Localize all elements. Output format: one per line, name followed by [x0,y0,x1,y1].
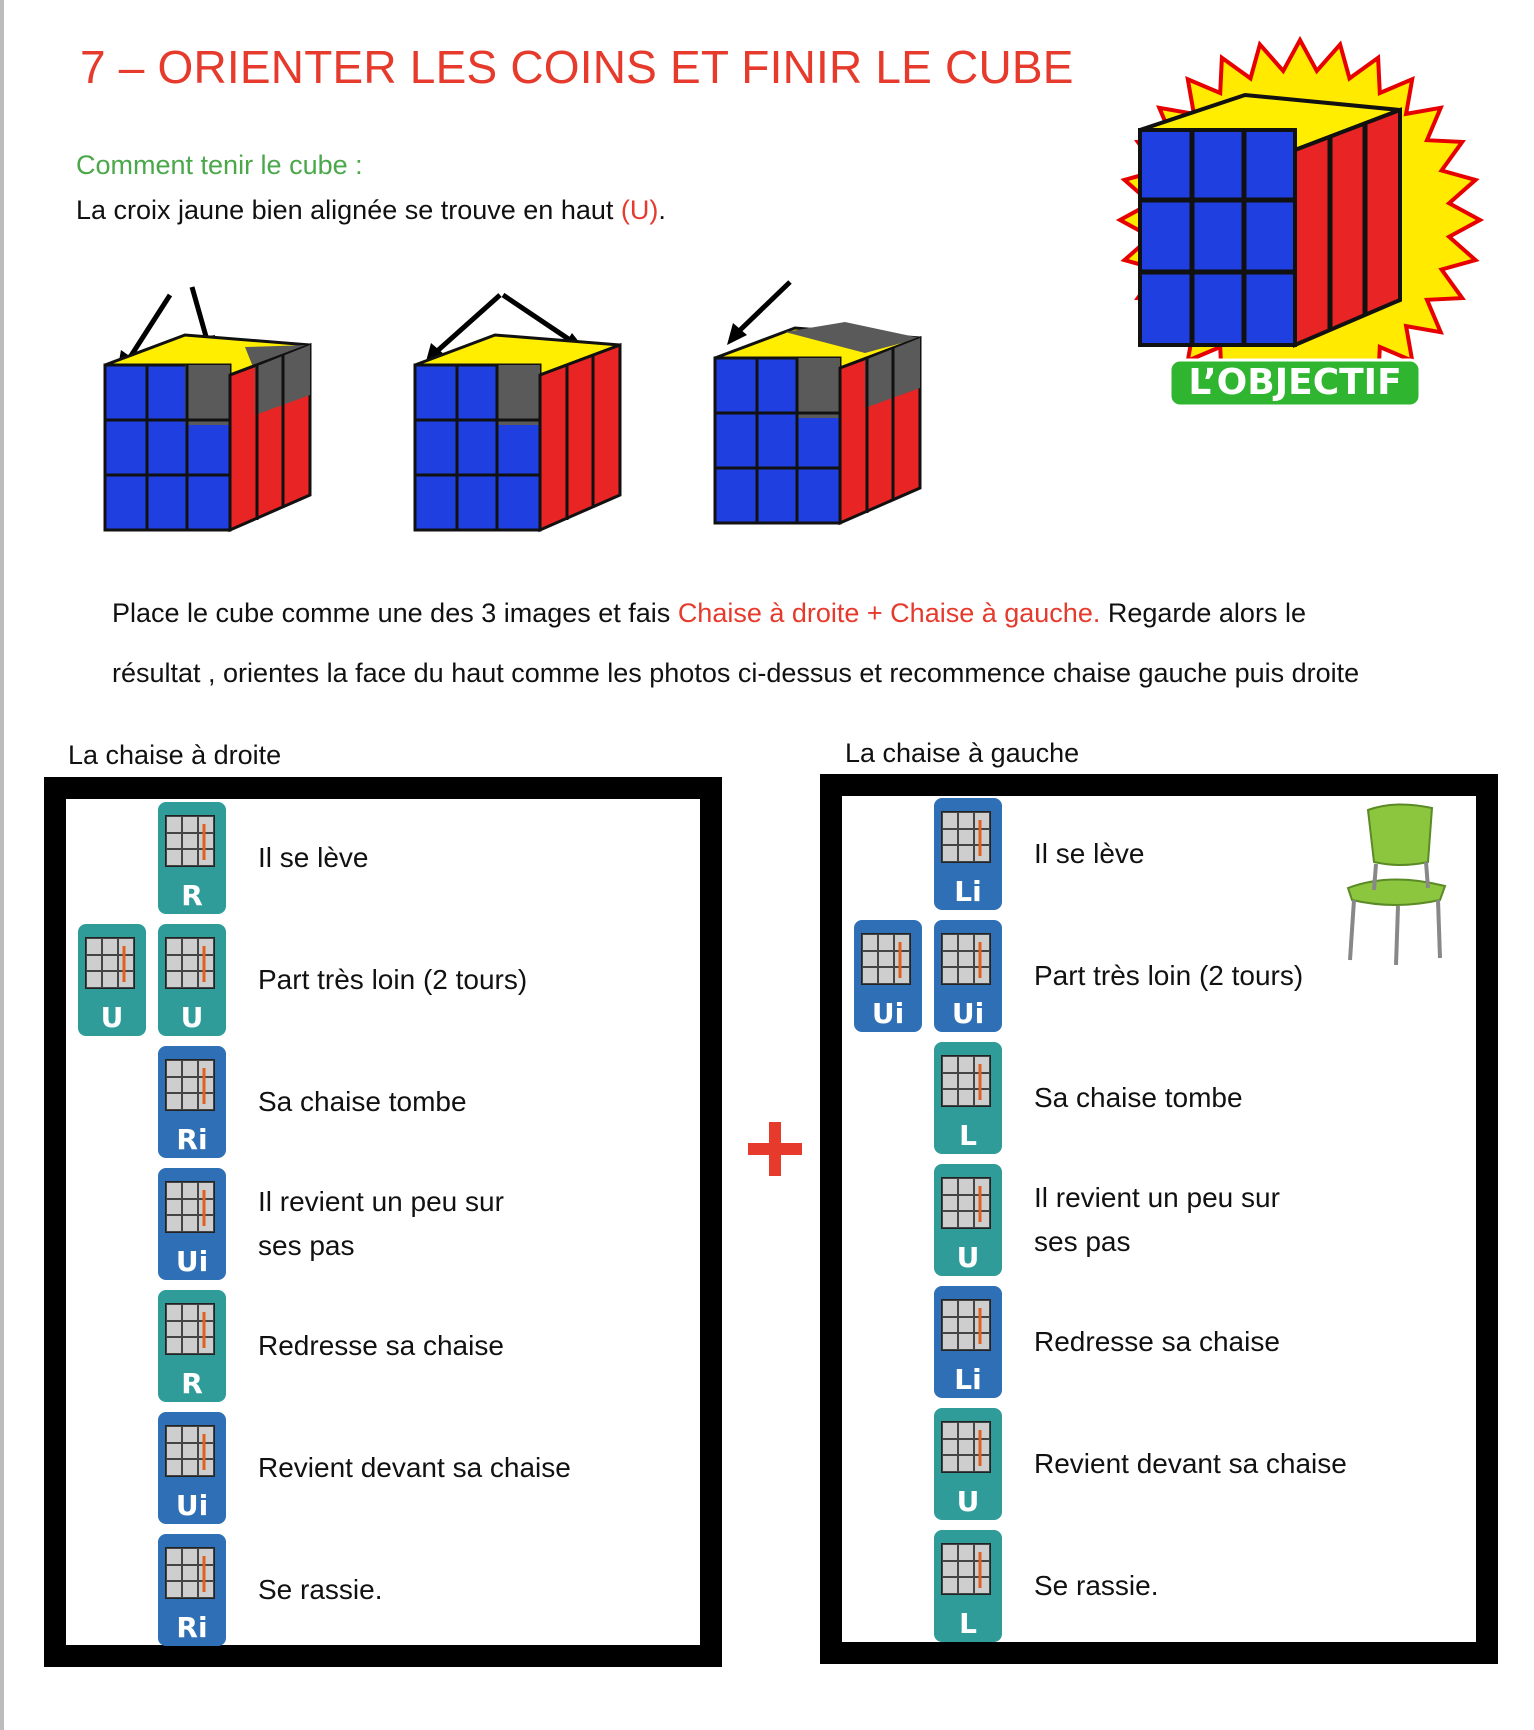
chair-icon [1340,800,1450,965]
step-text-line: Redresse sa chaise [1034,1326,1280,1357]
instruction-line-1 [112,598,1306,629]
move-r-icon [158,802,226,914]
move-label: U [956,1241,980,1274]
hold-text [76,195,666,226]
hold-text-main: La croix jaune bien alignée se trouve en haut [76,195,621,225]
step-text [258,1180,504,1268]
step-text-line: ses pas [258,1230,355,1261]
step-text [258,1324,504,1368]
instruction-part1: Place le cube comme une des 3 images et fais [112,598,678,628]
move-label: Li [954,1363,982,1396]
step-text-line: ses pas [1034,1226,1131,1257]
move-label: L [959,1607,977,1640]
move-u-icon [934,1164,1002,1276]
move-label: R [181,879,203,912]
step-text-line: Se rassie. [1034,1570,1159,1601]
step-text [258,1080,467,1124]
move-ri-icon [158,1046,226,1158]
move-label: Ri [176,1611,208,1644]
step-text-line: Il se lève [1034,838,1145,869]
step-text [1034,1442,1347,1486]
step-text-line: Part très loin (2 tours) [258,964,528,995]
move-label: Ui [871,997,905,1030]
move-r-icon [158,1290,226,1402]
example-cube-3 [705,278,935,543]
step-text [258,958,527,1002]
right-chair-heading: La chaise à droite [68,740,282,770]
move-label: L [959,1119,977,1152]
hold-face: (U) [620,195,659,225]
step-text-line: Redresse sa chaise [258,1330,504,1361]
step-text-line: Revient devant sa chaise [258,1452,571,1483]
move-ui-icon [934,920,1002,1032]
hold-end: . [658,195,666,225]
step-text-line: Sa chaise tombe [258,1086,467,1117]
example-cube-2 [405,285,635,550]
move-ui-icon [158,1168,226,1280]
hold-heading: Comment tenir le cube : [76,150,363,180]
objective-badge [1110,35,1490,415]
move-ui-icon [158,1412,226,1524]
step-text [258,1446,571,1490]
move-ui-icon [854,920,922,1032]
step-text [1034,1564,1159,1608]
move-label: Ri [176,1123,208,1156]
step-text-line: Revient devant sa chaise [1034,1448,1347,1479]
plus-icon [748,1122,802,1176]
move-u-icon [158,924,226,1036]
instruction-highlight: Chaise à droite + Chaise à gauche. [677,598,1101,628]
move-l-icon [934,1530,1002,1642]
page-title: 7 – ORIENTER LES COINS ET FINIR LE CUBE [80,41,1074,93]
move-label: U [956,1485,980,1518]
step-text [258,1568,383,1612]
instruction-part2: Regarde alors le [1100,598,1306,628]
move-label: Ui [175,1489,209,1522]
move-li-icon [934,798,1002,910]
instruction-line-2: résultat , orientes la face du haut comme les photos ci-dessus et recommence chaise gauche puis droite [112,658,1360,688]
move-li-icon [934,1286,1002,1398]
move-label: R [181,1367,203,1400]
step-text-line: Il revient un peu sur [1034,1182,1280,1213]
step-text-line: Sa chaise tombe [1034,1082,1243,1113]
step-text [1034,1176,1280,1264]
left-chair-heading: La chaise à gauche [845,738,1080,768]
step-text-line: Part très loin (2 tours) [1034,960,1304,991]
step-text [1034,1320,1280,1364]
step-text-line: Il revient un peu sur [258,1186,504,1217]
move-l-icon [934,1042,1002,1154]
example-cube-1 [95,280,325,550]
move-label: Ui [175,1245,209,1278]
move-label: U [100,1001,124,1034]
move-label: Ui [951,997,985,1030]
step-text [1034,832,1145,876]
move-u-icon [934,1408,1002,1520]
step-text [1034,954,1303,998]
step-text-line: Il se lève [258,842,369,873]
step-text [258,836,369,880]
move-label: Li [954,875,982,908]
page-edge [0,0,4,1730]
move-ri-icon [158,1534,226,1646]
move-label: U [180,1001,204,1034]
step-text [1034,1076,1243,1120]
move-u-icon [78,924,146,1036]
step-text-line: Se rassie. [258,1574,383,1605]
objective-label: L’OBJECTIF [1188,362,1402,403]
